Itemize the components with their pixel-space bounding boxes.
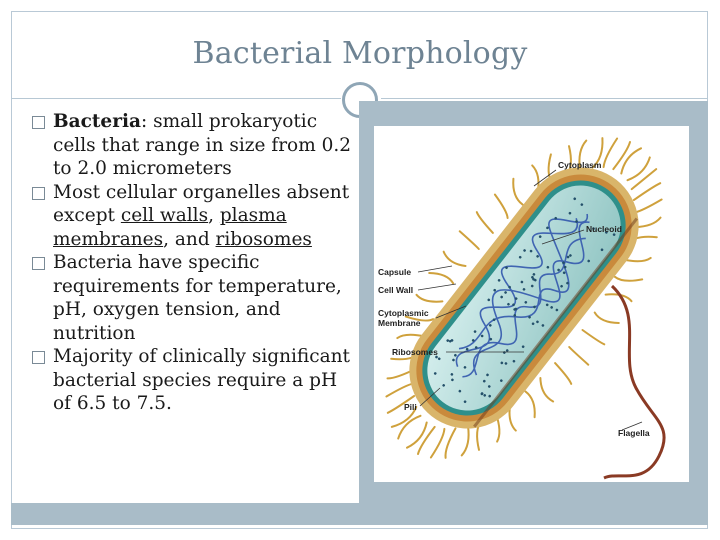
pilus (495, 195, 508, 219)
pilus (462, 426, 469, 456)
label-ribosomes: Ribosomes (392, 347, 438, 357)
bullet-text: Bacteria have specific requirements for temperature, pH, oxygen tension, and nutrition (53, 252, 342, 344)
pilus (540, 378, 553, 402)
bullet-box-icon (32, 116, 45, 129)
pilus (525, 391, 534, 417)
underlined-term: plasma membranes (53, 205, 287, 250)
pilus (431, 429, 445, 458)
title-divider-left (11, 98, 341, 99)
leader-capsule (418, 266, 452, 272)
footer-band (11, 503, 708, 525)
bullet-box-icon (32, 351, 45, 364)
bullet-list (32, 110, 352, 416)
label-pili: Pili (404, 402, 417, 412)
pilus (613, 142, 630, 169)
label-capsule: Capsule (378, 267, 412, 277)
pilus (446, 428, 456, 458)
bullet-text: , (208, 205, 220, 226)
pilus (569, 347, 588, 365)
pilus (513, 179, 522, 205)
pilus (417, 295, 443, 302)
pilus (386, 383, 414, 396)
label-cell-wall: Cell Wall (378, 285, 414, 295)
label-cytoplasmic-1: Cytoplasmic (378, 308, 429, 318)
bullet-item (32, 345, 352, 416)
label-membrane-2: Membrane (378, 318, 421, 328)
bullet-text: , and (163, 228, 216, 250)
pilus (444, 252, 466, 266)
pilus (583, 330, 605, 344)
bullet-box-icon (32, 187, 45, 200)
bullet-item (32, 181, 352, 252)
pilus (615, 277, 642, 281)
pilus (604, 139, 618, 168)
label-cytoplasm: Cytoplasm (558, 160, 602, 170)
pilus (555, 363, 571, 384)
slide-title: Bacterial Morphology (192, 36, 528, 71)
pilus (595, 313, 619, 324)
title-divider-right (381, 98, 708, 99)
pilus (429, 273, 453, 284)
bacterium-illustration (374, 126, 689, 482)
bullet-box-icon (32, 257, 45, 270)
underlined-term: cell walls (120, 205, 209, 226)
underlined-term: ribosomes (215, 228, 312, 250)
bullet-text: Most cellular organelles absent except (53, 181, 350, 226)
flagellum (604, 286, 664, 478)
bullet-item (32, 251, 352, 345)
pilus (634, 200, 662, 213)
bacterium-diagram (374, 126, 689, 482)
leader-cell-wall (418, 284, 456, 290)
pilus (634, 183, 660, 200)
bullet-text: Majority of clinically significant bacterial species require a pH of 6.5 to 7.5. (53, 346, 350, 414)
pilus (460, 231, 479, 249)
pilus (632, 169, 657, 189)
label-nucleoid: Nucleoid (586, 224, 622, 234)
pilus (418, 427, 435, 454)
label-flagella: Flagella (618, 428, 650, 438)
bold-term: Bacteria (53, 111, 141, 132)
pilus (477, 212, 493, 233)
pilus (398, 416, 420, 439)
bullet-item (32, 110, 352, 181)
bullet-text: : small prokaryotic cells that range in size from 0.2 to 2.0 micrometers (53, 111, 352, 179)
